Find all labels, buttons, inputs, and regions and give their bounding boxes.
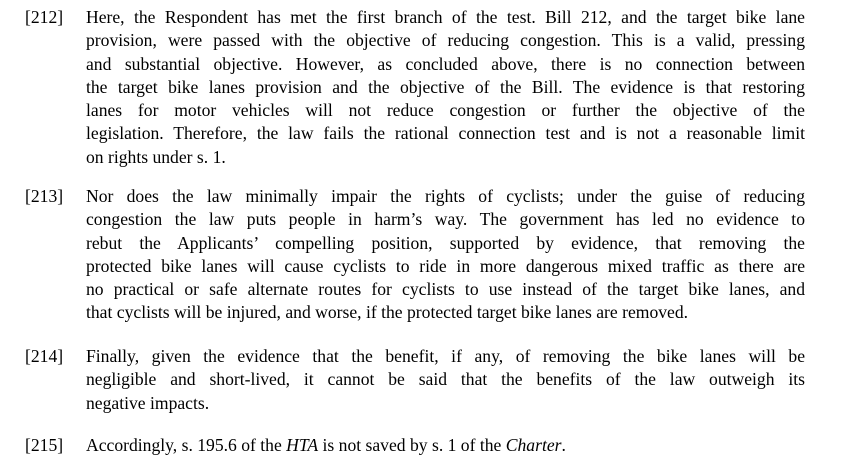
text-line: Finally, given the evidence that the benefit, if any, of removing the bike lanes will be bbox=[86, 346, 805, 366]
paragraph-number: [213] bbox=[25, 186, 64, 206]
text-line: rebut the Applicants’ compelling position, supported by evidence, that removing the bbox=[86, 232, 805, 253]
text-line: that cyclists will be injured, and worse, if the protected target bike lanes are removed. bbox=[86, 302, 689, 323]
text-line: and substantial objective. However, as concluded above, there is no connection between bbox=[86, 53, 805, 74]
paragraph-text bbox=[86, 6, 805, 169]
text-line: the target bike lanes provision and the objective of the Bill. The evidence is that restoring bbox=[86, 76, 805, 97]
paragraph-number: [212] bbox=[25, 7, 64, 27]
text-line: negligible and short-lived, it cannot be said that the benefits of the law outweigh its bbox=[86, 369, 805, 390]
text-segment: Accordingly, s. 195.6 of the bbox=[86, 435, 287, 455]
paragraph-text bbox=[86, 434, 805, 457]
text-line bbox=[86, 434, 805, 457]
text-line: lanes for motor vehicles will not reduce congestion or further the objective of the bbox=[86, 100, 805, 121]
statute-abbreviation: HTA bbox=[286, 435, 319, 455]
text-line: on rights under s. 1. bbox=[86, 146, 226, 167]
text-line: legislation. Therefore, the law fails the rational connection test and is not a reasonable limit bbox=[86, 123, 805, 144]
text-line: Here, the Respondent has met the first branch of the test. Bill 212, and the target bike lane bbox=[86, 7, 805, 27]
paragraph-text bbox=[86, 345, 805, 415]
text-line: no practical or safe alternate routes for cyclists to use instead of the target bike lanes, and bbox=[86, 279, 805, 300]
text-segment: is not saved by s. 1 of the bbox=[318, 435, 506, 455]
paragraph-number: [214] bbox=[25, 346, 64, 366]
text-line: protected bike lanes will cause cyclists to ride in more dangerous mixed traffic as there are bbox=[86, 255, 805, 276]
text-line: provision, were passed with the objective of reducing congestion. This is a valid, pressing bbox=[86, 30, 805, 51]
text-line: negative impacts. bbox=[86, 392, 210, 413]
charter-reference: Charter bbox=[505, 435, 562, 455]
text-line: Nor does the law minimally impair the rights of cyclists; under the guise of reducing bbox=[86, 186, 805, 206]
text-segment: . bbox=[561, 435, 566, 455]
paragraph-number: [215] bbox=[25, 435, 64, 455]
paragraph-text bbox=[86, 185, 805, 325]
text-line: congestion the law puts people in harm’s way. The government has led no evidence to bbox=[86, 209, 805, 230]
